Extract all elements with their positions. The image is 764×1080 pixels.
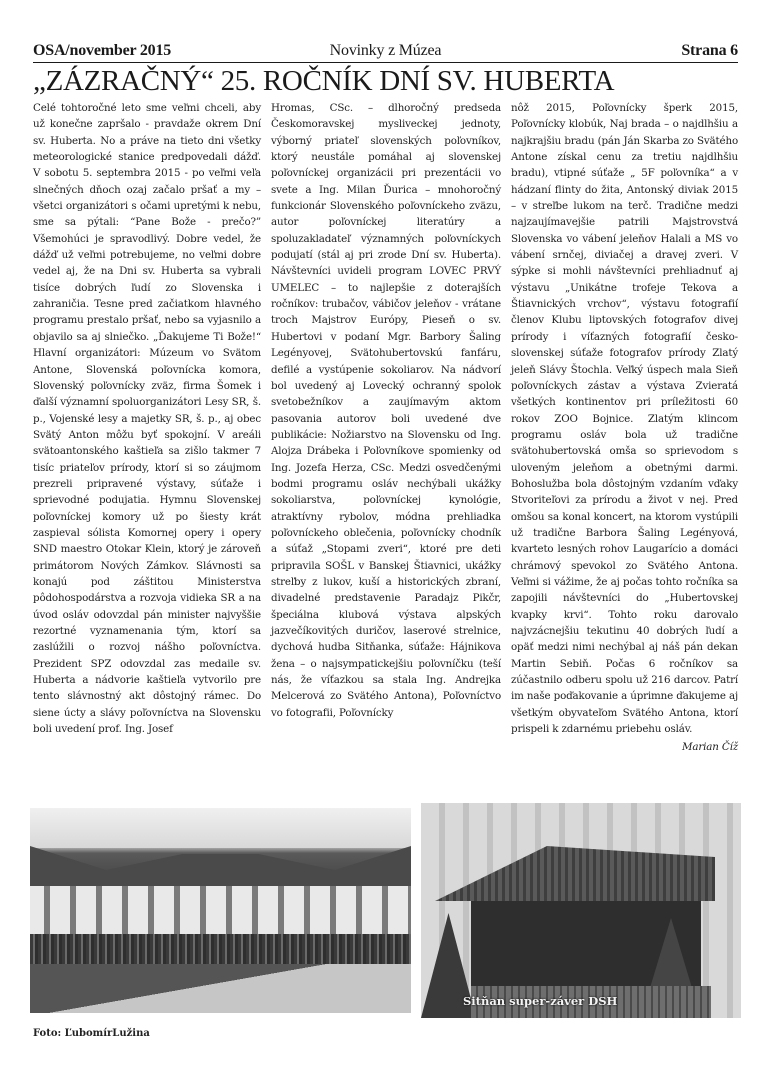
column-text: nôž 2015, Poľovnícky šperk 2015, Poľovnícky klobúk, Naj brada – o najdlhšiu a najkrajšiu bradu (pán Ján Skarba zo Svätého Antone získal cenu za tretiu najdlhšiu bradu), vtipné súťaže „ 5F poľovníka“ a v hádzaní flinty do žita, Antonský diviak 2015 – v streľbe lukom na terč. Tradične medzi najzaujímavejšie patrili Majstrovstvá Slovenska vo vábení jeleňov Halali a MS vo vábení srnčej, diviačej a dravej zveri. V sýpke si mohli návštevníci prehliadnuť aj výstavu „Unikátne trofeje Tekova a Štiavnických vrchov“, výstavu fotografií členov Klubu liptovských fotografov divej prírody i víťazných fotografií česko-slovenskej súťaže fotografov prírody Zlatý jeleň Slávy Štochla. Veľký úspech mala Sieň poľovníckych zástav a výstava Zvieratá všetkých kontinentov pri príležitosti 60 rokov ZOO Bojnice. Zlatým klincom programu osláv bola už tradične svätohubertovská omša so sprievodom s uloveným jeleňom a obetnými darmi. Bohoslužba bola dôstojným vzdaním vďaky Stvoriteľovi za prírodu a život v nej. Pred omšou sa konal koncert, na ktorom vystúpili už tradične Barbora Šaling Legényová, kvarteto lesných rohov Laugarício a domáci chrámový spevokol zo Svätého Antona. Veľmi si vážime, že aj počas tohto ročníka sa zapojili návštevníci do „Hubertovskej kvapky krvi“. Tohto roku darovalo najvzácnejšiu tekutinu 40 dobrých ľudí a opäť medzi nimi nechýbal aj náš pán dekan Martin Sebiň. Počas 6 ročníkov sa zúčastnilo odberu spolu už 216 darcov. Patrí im naše poďakovanie a úprimne ďakujeme aj všetkým obyvateľom Svätého Antona, ktorí prispeli k zdarnému priebehu osláv. — [511, 102, 738, 736]
page-number: Strana 6 — [681, 42, 738, 59]
photo-roof — [30, 846, 411, 886]
photo-ground — [30, 964, 411, 1013]
article-body — [33, 100, 738, 800]
column-text: Celé tohtoročné leto sme veľmi chceli, aby už konečne zapršalo - pravdaže okrem Dní sv. Huberta. No a práve na tieto dni všetky meteorologické stanice predpovedali dážď. V sobotu 5. septembra 2015 - po veľmi veľa slnečných dňoch ozaj začalo pršať a my – všetci organizátori s očami upretými k nebu, sme sa pýtali: “Pane Bože - prečo?” Všemohúci je spravodlivý. Dobre vedel, že dážď už veľmi potrebujeme, no veľmi dobre vedel aj, že na Dni sv. Huberta sa vybrali tisíce dobrých ľudí zo Slovenska i zahraničia. Tesne pred začiatkom hlavného programu prestalo pršať, nebo sa vyjasnilo a objavilo sa aj slniečko. „Ďakujeme Ti Bože!“ Hlavní organizátori: Múzeum vo Svätom Antone, Slovenská poľovnícka komora, Slovenský poľovnícky zväz, firma Šomek i ďalší významní spoluorganizátori Lesy SR, š. p., Vojenské lesy a majetky SR, š. p., aj obec Svätý Anton môžu byť spokojní. V areáli svätoantonského kaštieľa sa zišlo takmer 7 tisíc priateľov prírody, ktorí si so záujmom prezreli pripravené výstavy, súťaže i sprievodné podujatia. Hymnu Slovenskej poľovníckej komory už po šiesty krát zaspieval sólista Komornej opery i opery SND maestro Otokar Klein, ktorý je zároveň primátorom Nových Zámkov. Slávnosti sa konajú pod záštitou Ministerstva pôdohospodárstva a rozvoja vidieka SR a na úvod osláv odovzdal pán minister najvyššie rezortné vyznamenania tým, ktorí sa zaslúžili o rozvoj nášho poľovníctva. Prezident SPZ odovzdal zas medaile sv. Huberta a nádvorie kaštieľa vytvorilo pre tento slávnostný akt dôstojný rámec. Do siene úcty a slávy poľovníctva na Slovensku boli uvedení prof. Ing. Josef — [33, 102, 261, 736]
author-signature: Marian Číž — [681, 741, 738, 754]
publication-name: Novinky z Múzea — [329, 42, 442, 59]
article-column-1 — [33, 100, 261, 737]
article-title: „ZÁZRAČNÝ“ 25. ROČNÍK DNÍ SV. HUBERTA — [33, 65, 615, 97]
stage-performance-photo — [421, 803, 741, 1018]
article-column-3 — [511, 100, 738, 756]
photo-credit: Foto: ĽubomírLužina — [33, 1028, 150, 1039]
column-text: Hromas, CSc. – dlhoročný predseda Českomoravskej mysliveckej jednoty, výborný priateľ slovenských poľovníkov, ktorý neustále pomáhal aj slovenskej poľovníckej organizácii pri prezentácii vo svete a Ing. Milan Ďurica – mnohoročný funkcionár Slovenského poľovníckeho zväzu, autor poľovníckej literatúry a spoluzakladateľ významných poľovníckych podujatí (stál aj pri zrode Dní sv. Huberta). Návštevníci uvideli program LOVEC PRVÝ UMELEC – to najlepšie z doterajších ročníkov: trubačov, vábičov jeleňov - vrátane troch Majstrov Európy, Pieseň o sv. Hubertovi v podaní Mgr. Barbory Šaling Legényovej, Svätohubertovskú fanfáru, defilé a vystúpenie sokoliarov. Na nádvorí bol uvedený aj Lovecký ochranný spolok svetobežníkov a zaujímavým aktom pasovania autorov boli uvedené dve publikácie: Nožiarstvo na Slovensku od Ing. Alojza Drábeka i Poľovníkove spomienky od Ing. Jozefa Herza, CSc. Medzi osvedčenými bodmi programu osláv nechýbali ukážky sokoliarstva, poľovníckej kynológie, atraktívny rybolov, módna prehliadka poľovníckeho oblečenia, poľovnícky chodník a súťaž „Stopami zveri“, ktoré pre deti pripravila SOŠL v Banskej Štiavnici, ukážky streľby z lukov, kuší a historických zbraní, divadelné predstavenie Paradajz Pikčr, špeciálna klubová výstava alpských jazvečíkovitých duričov, laserové strelnice, dychová hudba Sitňanka, súťaže: Hájnikova žena – o najsympatickejšiu poľovníčku (teší nás, že víťazkou sa stala Ing. Andrejka Melcerová zo Svätého Antona), Poľovníctvo vo fotografii, Poľovnícky — [271, 102, 501, 719]
photo-caption: Sitňan super-záver DSH — [463, 994, 618, 1008]
castle-courtyard-photo — [30, 808, 411, 1013]
page-header — [33, 40, 738, 63]
photo-sky — [30, 808, 411, 848]
issue-label: OSA/november 2015 — [33, 42, 172, 59]
article-column-2 — [271, 100, 501, 721]
photo-facade — [30, 886, 411, 938]
photo-crowd — [30, 934, 411, 964]
